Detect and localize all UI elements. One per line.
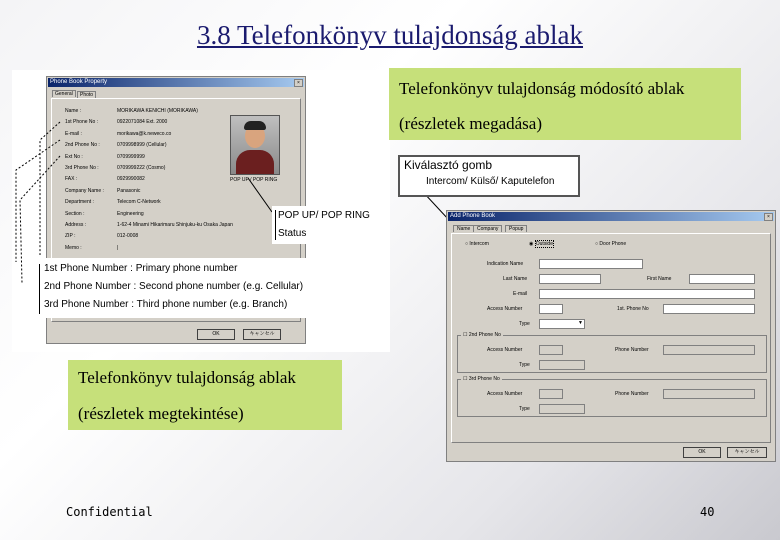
property-label: FAX : — [65, 176, 78, 183]
first-name-label: First Name — [647, 276, 672, 282]
tab-photo[interactable]: Photo — [77, 91, 96, 98]
property-value: MORIKAWA KENICHI (MORIKAWA) — [117, 108, 198, 114]
callout-1st-phone: 1st Phone Number : Primary phone number — [44, 263, 238, 274]
access-number-3-input[interactable] — [539, 389, 563, 399]
modify-window-label — [389, 68, 741, 140]
property-value: Engineering — [117, 210, 144, 217]
property-value: 0709999999 — [117, 153, 145, 160]
last-name-input[interactable] — [539, 274, 601, 284]
first-phone-input[interactable] — [663, 304, 755, 314]
property-label: Ext No : — [65, 153, 83, 160]
chevron-down-icon: ▼ — [578, 320, 583, 326]
window-titlebar: Add Phone Book — [448, 212, 774, 221]
type-2-select[interactable] — [539, 360, 585, 370]
first-phone-label: 1st. Phone No — [617, 306, 649, 312]
phone-number-3-label: Phone Number — [615, 391, 649, 397]
access-number-2-input[interactable] — [539, 345, 563, 355]
property-value: Telecom C-Network — [117, 199, 161, 206]
property-value: 1-62-4 Minami Hikarimaru Shinjuku-ku Osaka Japan — [117, 222, 233, 228]
radio-intercom[interactable]: ○ Intercom — [465, 241, 489, 247]
add-phone-book-window — [446, 210, 776, 462]
phone-number-callouts — [36, 258, 310, 318]
tab-company[interactable]: Company — [473, 225, 502, 232]
window-close-button[interactable]: × — [294, 79, 303, 87]
email-label: E-mail — [513, 291, 528, 297]
property-value: 0929990082 — [117, 176, 145, 183]
selector-title: Kiválasztó gomb — [404, 158, 493, 172]
modify-label-line1: Telefonkönyv tulajdonság módosító ablak — [399, 79, 685, 98]
type-2-label: Type — [519, 362, 530, 368]
popup-callout — [272, 206, 382, 244]
status-label: Status — [278, 228, 307, 239]
access-number-2-label: Access Number — [487, 347, 523, 353]
selector-subtitle: Intercom/ Külső/ Kaputelefon — [426, 176, 555, 187]
cancel-button[interactable]: キャンセル — [727, 447, 767, 458]
property-value: 0709999222 (Cosmo) — [117, 165, 166, 171]
access-number-3-label: Access Number — [487, 391, 523, 397]
property-label: 3rd Phone No : — [65, 165, 99, 171]
property-value: 0922071084 Ext. 2000 — [117, 119, 168, 126]
footer-confidential: Confidential — [66, 505, 153, 519]
property-label: Name : — [65, 108, 82, 114]
radio-outside-label: Outside — [535, 241, 553, 247]
property-label: ZIP : — [65, 233, 76, 240]
second-phone-checkbox[interactable]: ☐ 2nd Phone No — [463, 332, 501, 338]
indication-name-label: Indication Name — [487, 261, 524, 267]
page-number: 40 — [700, 505, 715, 519]
radio-intercom-label: Intercom — [469, 241, 489, 247]
type-select[interactable] — [539, 319, 585, 329]
property-label: 1st Phone No : — [65, 119, 99, 126]
property-label: Department : — [65, 199, 94, 206]
ok-button[interactable]: OK — [683, 447, 721, 458]
radio-outside[interactable]: ◉ Outside — [529, 241, 553, 247]
phone-number-2-input[interactable] — [663, 345, 755, 355]
third-phone-label: 3rd Phone No — [468, 376, 500, 382]
property-label: E-mail : — [65, 130, 82, 137]
email-input[interactable] — [539, 289, 755, 299]
access-number-input[interactable] — [539, 304, 563, 314]
indication-name-input[interactable] — [539, 259, 643, 269]
cancel-button[interactable]: キャンセル — [243, 329, 281, 340]
type-3-label: Type — [519, 406, 530, 412]
tab-general[interactable]: General — [52, 90, 76, 97]
callout-3rd-phone: 3rd Phone Number : Third phone number (e.g. Branch) — [44, 299, 288, 310]
third-phone-checkbox[interactable]: ☐ 3rd Phone No — [463, 376, 500, 382]
last-name-label: Last Name — [503, 276, 528, 282]
first-name-input[interactable] — [689, 274, 755, 284]
window-titlebar: Phone Book Property — [48, 78, 304, 87]
property-label: Address : — [65, 222, 87, 228]
radio-door-phone-label: Door Phone — [599, 241, 627, 247]
tab-popup[interactable]: Popup — [505, 225, 527, 232]
selector-callout — [398, 155, 580, 197]
view-label-line2: (részletek megtekintése) — [78, 404, 244, 423]
phone-number-3-input[interactable] — [663, 389, 755, 399]
view-label-line1: Telefonkönyv tulajdonság ablak — [78, 368, 296, 387]
slide-title: 3.8 Telefonkönyv tulajdonság ablak — [196, 20, 584, 50]
modify-label-line2: (részletek megadása) — [399, 114, 542, 133]
property-value: 012-0008 — [117, 233, 139, 240]
type-3-select[interactable] — [539, 404, 585, 414]
access-number-label: Access Number — [487, 306, 523, 312]
popup-callout-label: POP UP/ POP RING — [278, 210, 370, 221]
photo-caption: POP UP / POP RING — [230, 177, 278, 183]
property-value: Panasonic — [117, 187, 141, 194]
callout-2nd-phone: 2nd Phone Number : Second phone number (e.g. Cellular) — [44, 281, 304, 292]
tab-name[interactable]: Name — [453, 225, 474, 232]
property-value: 0709998999 (Cellular) — [117, 142, 167, 149]
radio-door-phone[interactable]: ○ Door Phone — [595, 241, 627, 247]
property-value: | — [117, 244, 119, 251]
window-close-button[interactable]: × — [764, 213, 773, 221]
property-value: morikawa@k.neweco.co — [117, 130, 172, 137]
property-label: Memo : — [65, 244, 82, 251]
phone-number-2-label: Phone Number — [615, 347, 649, 353]
view-window-label — [68, 360, 342, 430]
property-label: 2nd Phone No : — [65, 142, 100, 149]
second-phone-label: 2nd Phone No — [468, 332, 501, 338]
property-label: Section : — [65, 210, 85, 217]
ok-button[interactable]: OK — [197, 329, 235, 340]
property-label: Company Name : — [65, 187, 104, 194]
type-label: Type — [519, 321, 530, 327]
